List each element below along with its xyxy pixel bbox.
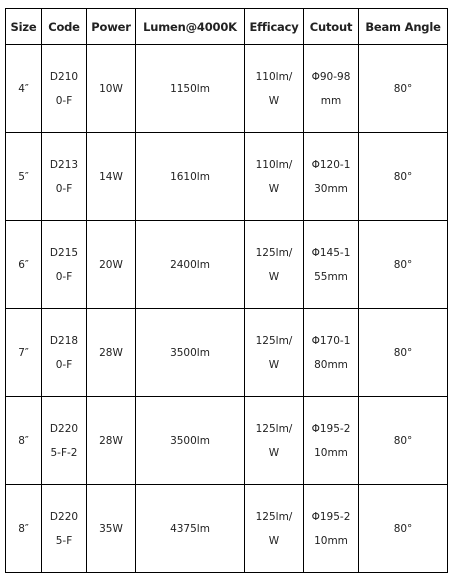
header-cutout: Cutout bbox=[304, 9, 359, 45]
cell-beam-angle: 80° bbox=[359, 485, 448, 573]
cell-code bbox=[42, 309, 87, 397]
cell-beam-angle: 80° bbox=[359, 221, 448, 309]
table-header-row bbox=[6, 9, 448, 45]
cell-efficacy bbox=[245, 397, 304, 485]
spec-table bbox=[5, 8, 448, 573]
cell-code-text: D2130-F bbox=[49, 158, 79, 195]
cell-beam-angle: 80° bbox=[359, 397, 448, 485]
cell-cutout bbox=[304, 397, 359, 485]
spec-sheet bbox=[5, 8, 448, 573]
cell-cutout bbox=[304, 45, 359, 133]
cell-efficacy-text: 125lm/W bbox=[255, 334, 293, 371]
cell-code-text: D2180-F bbox=[49, 334, 79, 371]
cell-lumen: 2400lm bbox=[136, 221, 245, 309]
cell-size: 6″ bbox=[6, 221, 42, 309]
cell-power: 35W bbox=[87, 485, 136, 573]
cell-lumen: 1150lm bbox=[136, 45, 245, 133]
cell-efficacy bbox=[245, 485, 304, 573]
cell-lumen: 3500lm bbox=[136, 309, 245, 397]
cell-code-text: D2150-F bbox=[49, 246, 79, 283]
cell-code bbox=[42, 221, 87, 309]
table-row bbox=[6, 309, 448, 397]
cell-cutout bbox=[304, 133, 359, 221]
table-row bbox=[6, 221, 448, 309]
header-code: Code bbox=[42, 9, 87, 45]
cell-cutout bbox=[304, 309, 359, 397]
cell-efficacy-text: 125lm/W bbox=[255, 246, 293, 283]
cell-size: 8″ bbox=[6, 485, 42, 573]
cell-efficacy-text: 110lm/W bbox=[255, 70, 293, 107]
cell-cutout-text: Φ195-210mm bbox=[311, 510, 351, 547]
cell-lumen: 3500lm bbox=[136, 397, 245, 485]
table-row bbox=[6, 45, 448, 133]
cell-beam-angle: 80° bbox=[359, 45, 448, 133]
cell-power: 20W bbox=[87, 221, 136, 309]
cell-efficacy-text: 110lm/W bbox=[255, 158, 293, 195]
cell-size: 5″ bbox=[6, 133, 42, 221]
cell-cutout-text: Φ90-98mm bbox=[311, 70, 351, 107]
cell-size: 8″ bbox=[6, 397, 42, 485]
cell-efficacy bbox=[245, 133, 304, 221]
table-row bbox=[6, 133, 448, 221]
header-beam-angle: Beam Angle bbox=[359, 9, 448, 45]
cell-cutout bbox=[304, 485, 359, 573]
cell-efficacy bbox=[245, 221, 304, 309]
cell-efficacy bbox=[245, 309, 304, 397]
cell-code-text: D2205-F-2 bbox=[49, 422, 79, 459]
cell-cutout-text: Φ145-155mm bbox=[311, 246, 351, 283]
cell-beam-angle: 80° bbox=[359, 309, 448, 397]
cell-code-text: D2205-F bbox=[49, 510, 79, 547]
cell-cutout-text: Φ170-180mm bbox=[311, 334, 351, 371]
table-row bbox=[6, 485, 448, 573]
cell-cutout bbox=[304, 221, 359, 309]
cell-power: 28W bbox=[87, 397, 136, 485]
cell-lumen: 4375lm bbox=[136, 485, 245, 573]
cell-efficacy-text: 125lm/W bbox=[255, 422, 293, 459]
cell-efficacy bbox=[245, 45, 304, 133]
cell-code bbox=[42, 133, 87, 221]
cell-size: 7″ bbox=[6, 309, 42, 397]
cell-cutout-text: Φ195-210mm bbox=[311, 422, 351, 459]
header-size: Size bbox=[6, 9, 42, 45]
cell-efficacy-text: 125lm/W bbox=[255, 510, 293, 547]
cell-cutout-text: Φ120-130mm bbox=[311, 158, 351, 195]
header-efficacy: Efficacy bbox=[245, 9, 304, 45]
cell-power: 28W bbox=[87, 309, 136, 397]
cell-beam-angle: 80° bbox=[359, 133, 448, 221]
cell-code bbox=[42, 397, 87, 485]
table-row bbox=[6, 397, 448, 485]
header-power: Power bbox=[87, 9, 136, 45]
header-lumen: Lumen@4000K bbox=[136, 9, 245, 45]
cell-lumen: 1610lm bbox=[136, 133, 245, 221]
cell-power: 10W bbox=[87, 45, 136, 133]
cell-power: 14W bbox=[87, 133, 136, 221]
cell-size: 4″ bbox=[6, 45, 42, 133]
cell-code-text: D2100-F bbox=[49, 70, 79, 107]
cell-code bbox=[42, 45, 87, 133]
cell-code bbox=[42, 485, 87, 573]
